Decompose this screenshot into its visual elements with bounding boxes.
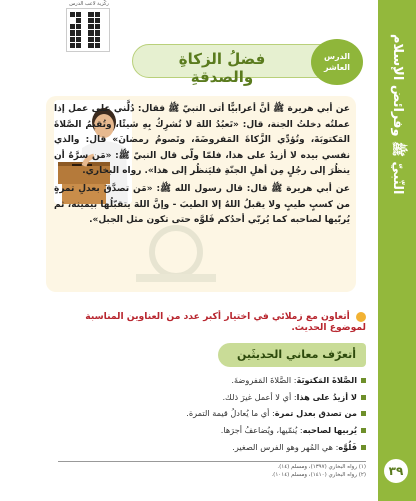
- lesson-title: فضلُ الزكاةِ والصدقةِ: [178, 50, 266, 86]
- footnotes: [48, 463, 366, 479]
- bullet-icon: [361, 411, 366, 416]
- hadith-1: عن أبي هريرة ﷺ أنَّ أعرابيًّا أتى النبيّ ﷺ فقال: دُلَّني على عمل إذا عملتُه دخلتُ الجنة، قال: «تَعبُدُ اللهَ لا تُشرِكُ بِهِ شيئًا، وتُقيمُ الصَّلاةَ المَكتوبَةَ، وتُؤدِّي الزَّكاةَ المَفروضَةَ، وتَصومُ رمضانَ» قال: والذي نفسي بيده لا أزيدُ على هذا، فلمّا ولّى قال النبيّ ﷺ: «مَن سرَّهُ أن ينظُرَ إلى رجُلٍ مِن أهلِ الجنّةِ فليَنظُر إلى هذا». رواه البخاري.: [54, 104, 350, 177]
- bullet-icon: [361, 428, 366, 433]
- group-task-text: أتعاون مع زملائي في اختيار أكبر عدد من العناوين المناسبة لموضوع الحديث.: [85, 311, 366, 333]
- footnote-1: (١) رواه البخاري (١٣٩٧)، ومسلم (١٤).: [277, 464, 366, 470]
- qr-code-icon[interactable]: [66, 8, 110, 52]
- footnote-divider: [58, 461, 366, 462]
- group-task-icon: [356, 312, 366, 322]
- page-number: ٣٩: [384, 459, 408, 483]
- hadith-2: عن أبي هريرة ﷺ قال: قال رسول الله ﷺ: «مَن تصدَّقَ بعدلِ تمرةٍ من كسبٍ طيبٍ ولا يقبلُ اللهُ إلا الطيبَ - وإنَّ اللهَ يتقبّلُها بيمينه، ثم يُربّيها لصاحبه كما يُربّي أحدُكم فَلوَّه حتى تكون مثل الجبل».: [54, 183, 350, 226]
- list-item: يُربيها لصاحبه: يُنمّيها، ويُضاعفُ أجرَها.: [48, 422, 366, 439]
- qr-caption: ركّزية لاعب الدرس: [69, 1, 109, 7]
- bullet-icon: [361, 395, 366, 400]
- unit-title: النّبيّ ﷺ وفرائض الإسلام: [390, 33, 405, 195]
- bullet-icon: [361, 378, 366, 383]
- hadith-text: [54, 102, 350, 231]
- list-item: من تصدق بعدل تمرة: أي ما يُعادلُ قيمة التمرة.: [48, 405, 366, 422]
- meanings-heading: أتعرّف معاني الحديثَين: [218, 343, 366, 367]
- list-item: فَلُوَّه: هي المُهر وهو الفرس الصغير.: [48, 439, 366, 456]
- list-item: لا أزيدُ على هذا: أي لا أعمل غيرَ ذلك.: [48, 389, 366, 406]
- lesson-title-banner: [132, 44, 356, 86]
- footnote-2: (٢) رواه البخاري (١٤١٠)، ومسلم (١٠١٤).: [271, 472, 366, 478]
- bullet-icon: [361, 445, 366, 450]
- list-item: الصَّلاةَ المَكتوبَةَ: الصَّلاةَ المَفروضةَ.: [48, 372, 366, 389]
- group-task: [48, 311, 366, 333]
- meanings-list: [48, 372, 366, 456]
- lesson-number-badge: الدرس العاشر: [311, 39, 363, 85]
